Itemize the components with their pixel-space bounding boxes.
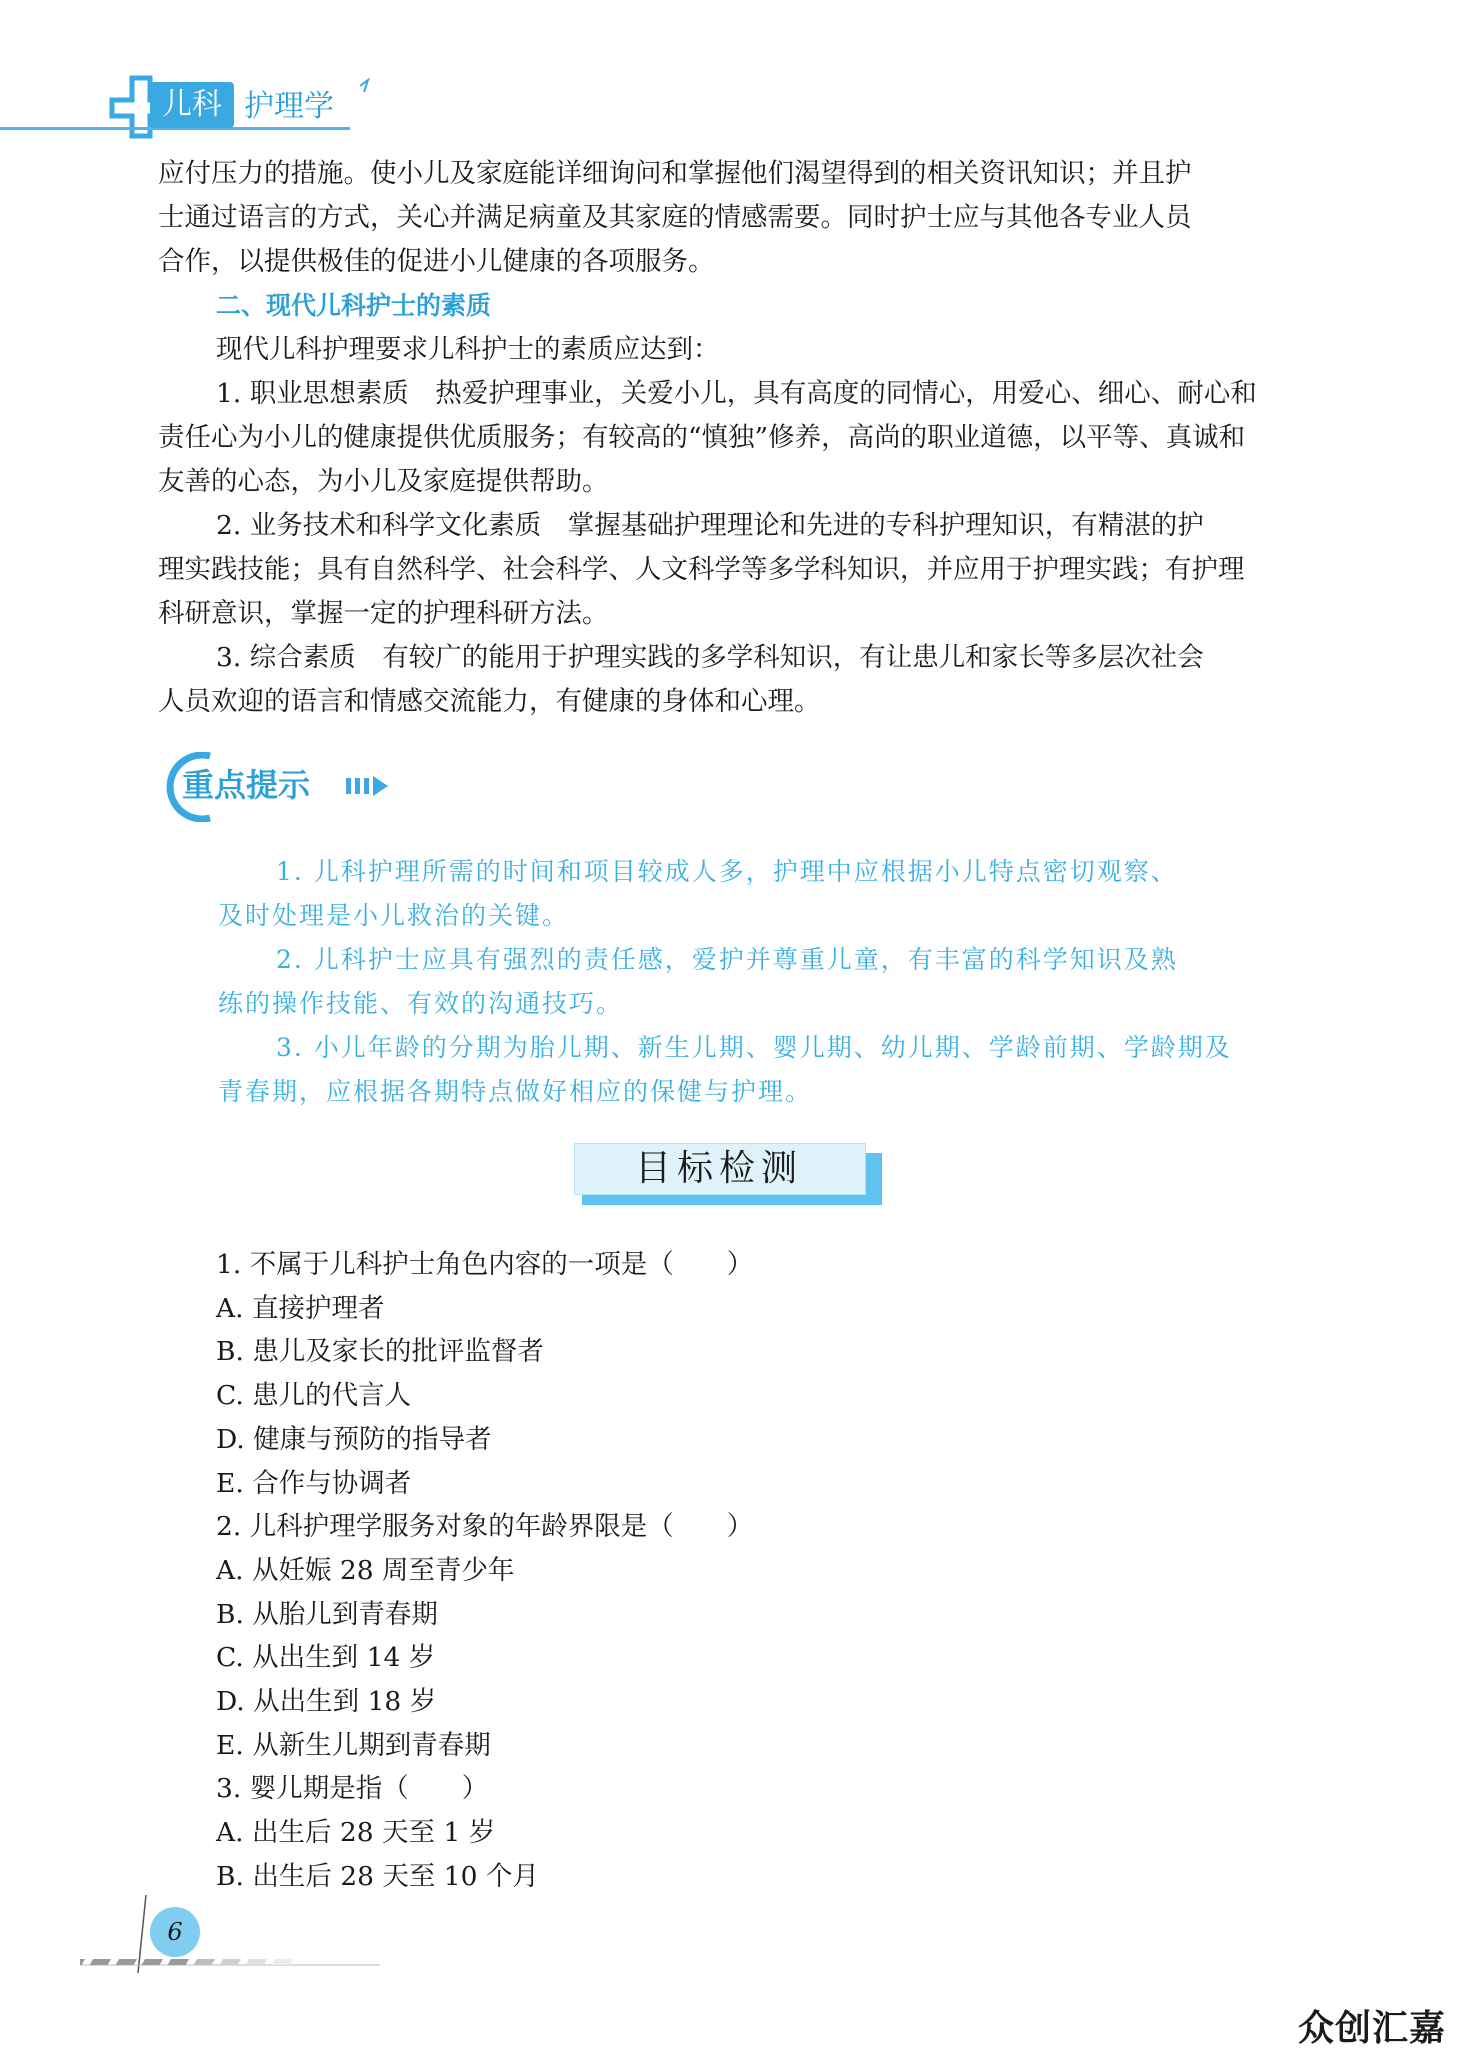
quality-item-2-line: 科研意识，掌握一定的护理科研方法。 — [158, 598, 609, 629]
option-b: B. 患儿及家长的批评监督者 — [216, 1336, 544, 1368]
option-d: D. 健康与预防的指导者 — [216, 1423, 492, 1455]
key-point-line: 1. 儿科护理所需的时间和项目较成人多，护理中应根据小儿特点密切观察、 — [276, 857, 1178, 886]
quality-item-3-line: 人员欢迎的语言和情感交流能力，有健康的身体和心理。 — [158, 686, 821, 717]
section-heading: 二、现代儿科护士的素质 — [216, 291, 492, 320]
target-test-title: 目标检测 — [634, 1148, 803, 1189]
text-line: 合作，以提供极佳的促进小儿健康的各项服务。 — [158, 246, 715, 277]
option-a: A. 出生后 28 天至 1 岁 — [216, 1817, 496, 1849]
key-point-line: 2. 儿科护士应具有强烈的责任感，爱护并尊重儿童，有丰富的科学知识及熟 — [276, 945, 1178, 974]
option-d: D. 从出生到 18 岁 — [216, 1686, 437, 1718]
quality-item-1-line: 责任心为小儿的健康提供优质服务；有较高的“慎独”修养，高尚的职业道德，以平等、真诚和 — [158, 422, 1246, 453]
quality-item-3-line: 3. 综合素质 有较广的能用于护理实践的多学科知识，有让患儿和家长等多层次社会 — [216, 642, 1204, 673]
key-points-title: 重点提示 — [182, 766, 311, 804]
option-c: C. 从出生到 14 岁 — [216, 1642, 436, 1674]
option-e: E. 从新生儿期到青春期 — [216, 1729, 491, 1761]
arrow-right-icon — [346, 774, 396, 798]
key-points-title-block — [158, 752, 418, 822]
question-1: 1. 不属于儿科护士角色内容的一项是（ ） — [216, 1249, 754, 1280]
key-point-line: 3. 小儿年龄的分期为胎儿期、新生儿期、婴儿期、幼儿期、学龄前期、学龄期及 — [276, 1033, 1232, 1062]
page-number: 6 — [167, 1918, 183, 1946]
option-c: C. 患儿的代言人 — [216, 1380, 412, 1412]
option-a: A. 从妊娠 28 周至青少年 — [216, 1554, 515, 1586]
option-b: B. 从胎儿到青春期 — [216, 1598, 438, 1630]
text-line: 应付压力的措施。使小儿及家庭能详细询问和掌握他们渴望得到的相关资讯知识；并且护 — [158, 158, 1192, 189]
key-point-line: 及时处理是小儿救治的关键。 — [218, 901, 570, 930]
quality-item-1-line: 友善的心态，为小儿及家庭提供帮助。 — [158, 466, 609, 497]
section-lead: 现代儿科护理要求儿科护士的素质应达到： — [216, 334, 720, 365]
quiz-list — [216, 1243, 1116, 1899]
option-a: A. 直接护理者 — [216, 1292, 385, 1324]
target-test-banner — [574, 1143, 884, 1205]
key-point-line: 练的操作技能、有效的沟通技巧。 — [218, 989, 624, 1018]
footer-decoration-icon — [80, 1895, 400, 1975]
watermark: 众创汇嘉 — [1298, 2008, 1447, 2049]
text-line: 士通过语言的方式，关心并满足病童及其家庭的情感需要。同时护士应与其他各专业人员 — [158, 202, 1192, 233]
question-3: 3. 婴儿期是指（ ） — [216, 1773, 489, 1805]
quality-item-1-line: 1. 职业思想素质 热爱护理事业，关爱小儿，具有高度的同情心，用爱心、细心、耐心和 — [216, 378, 1257, 409]
quality-item-2-line: 2. 业务技术和科学文化素质 掌握基础护理理论和先进的专科护理知识，有精湛的护 — [216, 510, 1204, 541]
key-points-list — [218, 850, 1238, 1114]
key-point-line: 青春期，应根据各期特点做好相应的保健与护理。 — [218, 1077, 813, 1106]
quality-item-2-line: 理实践技能；具有自然科学、社会科学、人文科学等多学科知识，并应用于护理实践；有护理 — [158, 554, 1245, 585]
option-e: E. 合作与协调者 — [216, 1467, 412, 1499]
header-title-kids: 儿科 — [150, 82, 234, 128]
question-2: 2. 儿科护理学服务对象的年龄界限是（ ） — [216, 1511, 754, 1543]
option-b: B. 出生后 28 天至 10 个月 — [216, 1860, 539, 1892]
header-title-rest: 护理学 — [244, 89, 334, 124]
intro-paragraph — [158, 152, 1300, 724]
